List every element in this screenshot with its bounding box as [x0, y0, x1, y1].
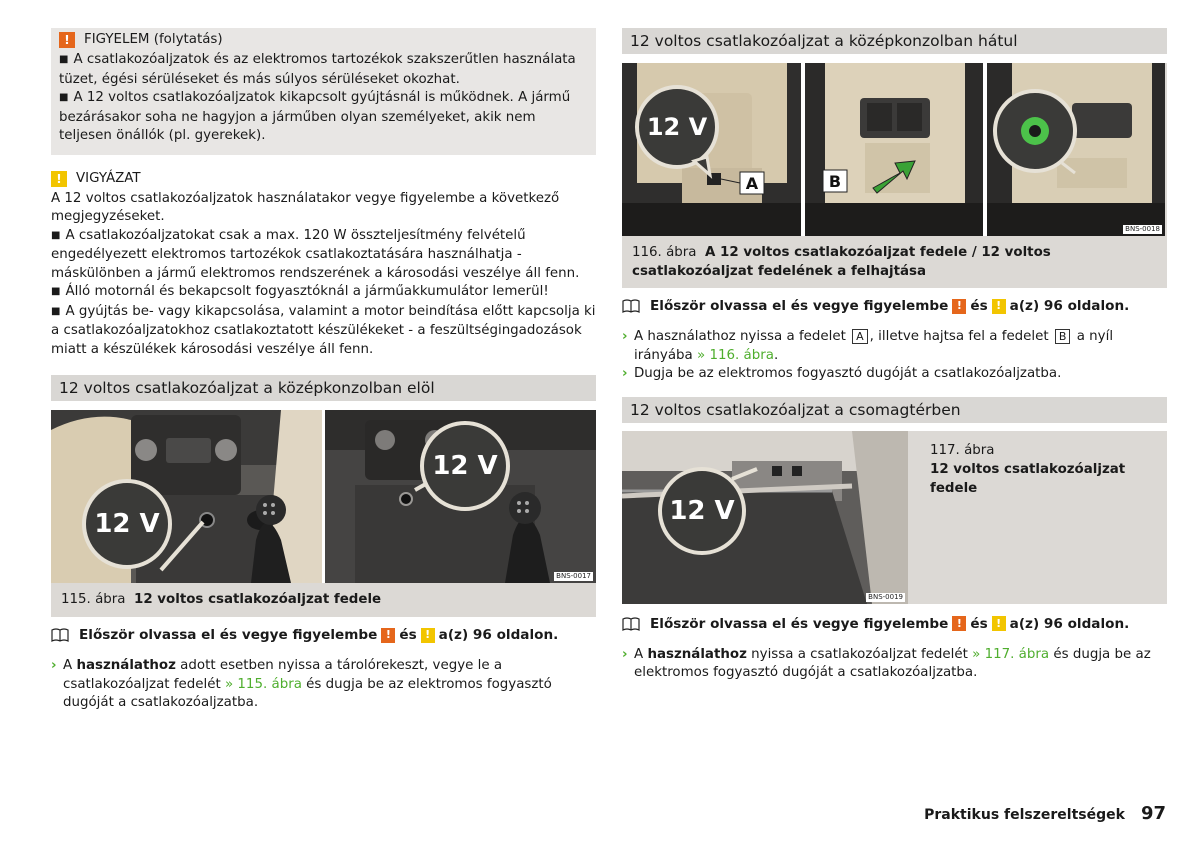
badge-12v: 12 V [94, 509, 160, 539]
image-code: BNS-0019 [868, 592, 903, 601]
chevron-right-icon: › [51, 658, 57, 673]
photo-front-console-2 [325, 410, 596, 583]
figure-115 [51, 410, 596, 617]
photo-rear-console-a [622, 63, 801, 236]
instruction-step: › A használathoz nyissa a csatlakozóaljzat fedelét » 117. ábra és dugja be az elektromos fogyasztó dugóját a csatlakozóaljzatba. [622, 646, 1151, 680]
caution-bullet: ■ Álló motornál és bekapcsolt fogyasztóknál a járműakkumulátor lemerül! [51, 284, 549, 299]
caution-bullet: ■ A csatlakozóaljzatokat csak a max. 120 W összteljesítmény felvételű engedélyezett elektromos tartozékok csatlakoztatására használhatja - máskülönben a jármű elektromos rendszerének a károsodási veszélye áll fenn. [51, 227, 580, 281]
read-first-note: Először olvassa el és vegye figyelembe ! és ! a(z) 96 oldalon. [622, 296, 1167, 316]
warning-bullet: ■ A 12 voltos csatlakozóaljzatok kikapcsolt gyújtásnál is működnek. A jármű bezárásakor soha ne hagyjon a járműben olyan személyeket, akik nem teljesen önállók (pl. gyerekek). [59, 90, 571, 143]
footer-section-title: Praktikus felszereltségek [924, 807, 1125, 823]
book-icon [622, 617, 640, 631]
caption-number: 115. ábra [61, 592, 126, 607]
figure-link[interactable]: » 116. ábra [697, 347, 774, 363]
caption-title: 12 voltos csatlakozóaljzat fedele [134, 592, 382, 607]
warning-icon: ! [952, 616, 966, 631]
image-code: BNS-0018 [1125, 225, 1160, 233]
read-first-note: Először olvassa el és vegye figyelembe ! és ! a(z) 96 oldalon. [622, 614, 1167, 634]
warning-icon: ! [952, 299, 966, 314]
callout-label-b: B [828, 172, 842, 191]
figure-caption [920, 441, 1180, 498]
warning-bullet: ■ A csatlakozóaljzatok és az elektromos tartozékok szakszerűtlen használata tüzet, égési sérüléseket és más súlyos sérüléseket okozhat. [59, 52, 576, 87]
warning-box [51, 28, 596, 155]
caption-number: 116. ábra [632, 245, 697, 260]
photo-front-console-1 [51, 410, 322, 583]
figure-link[interactable]: » 117. ábra [972, 646, 1050, 662]
chevron-right-icon: › [622, 329, 628, 344]
warning-title-text: FIGYELEM (folytatás) [84, 32, 223, 47]
caution-icon: ! [51, 171, 67, 187]
book-icon [51, 628, 69, 642]
book-icon [622, 299, 640, 313]
caption-title: 12 voltos csatlakozóaljzat fedele [930, 461, 1126, 496]
section-heading-front: 12 voltos csatlakozóaljzat a középkonzolban elöl [51, 375, 596, 401]
badge-12v: 12 V [669, 495, 735, 526]
caution-icon: ! [992, 299, 1006, 314]
figure-116 [622, 63, 1167, 288]
warning-title [59, 30, 588, 50]
figure-caption [622, 243, 1167, 281]
callout-box-b: B [1055, 329, 1071, 344]
page-number: 97 [1140, 803, 1166, 824]
instruction-step: › A használathoz nyissa a fedelet A , illetve hajtsa fel a fedelet B a nyíl irányába » 116. ábra. [622, 329, 1114, 363]
callout-box-a: A [852, 329, 868, 344]
instruction-step: › Dugja be az elektromos fogyasztó dugóját a csatlakozóaljzatba. [622, 365, 1167, 384]
caution-icon: ! [992, 616, 1006, 631]
chevron-right-icon: › [622, 646, 628, 662]
caption-title: A 12 voltos csatlakozóaljzat fedele / 12 voltos csatlakozóaljzat fedelének a felhajtása [632, 245, 1051, 279]
section-heading-rear: 12 voltos csatlakozóaljzat a középkonzolban hátul [622, 28, 1167, 54]
caption-number: 117. ábra [930, 442, 995, 458]
page-footer [924, 803, 1166, 824]
instruction-step: › A használathoz adott esetben nyissa a tárolórekeszt, vegye le a csatlakozóaljzat fedelét » 115. ábra és dugja be az elektromos fogyasztó dugóját a csatlakozóaljzatba. [51, 658, 552, 710]
figure-link[interactable]: » 115. ábra [224, 676, 302, 692]
photo-rear-console-open [987, 63, 1165, 236]
caution-section [51, 169, 596, 360]
caution-intro: A 12 voltos csatlakozóaljzatok használatakor vegye figyelembe a következő megjegyzéseket. [51, 190, 560, 224]
caution-bullet: ■ A gyújtás be- vagy kikapcsolása, valamint a motor beindítása előtt kapcsolja ki a csatlakozóaljzatokhoz csatlakoztatott készülékeket - a feszültségingadozások miatt a készülékek károsodási veszélye áll fenn. [51, 303, 596, 357]
chevron-right-icon: › [622, 366, 628, 381]
image-code: BNS-0017 [556, 572, 591, 580]
figure-117 [622, 431, 1167, 604]
callout-label-a: A [745, 174, 759, 193]
photo-trunk [622, 431, 908, 604]
section-heading-trunk: 12 voltos csatlakozóaljzat a csomagtérben [622, 397, 1167, 423]
right-column [622, 28, 1167, 683]
figure-caption [51, 590, 391, 609]
left-column [51, 28, 596, 713]
photo-rear-console-b [805, 63, 983, 236]
warning-icon: ! [381, 628, 395, 643]
caution-title-text: VIGYÁZAT [76, 170, 141, 186]
read-first-note: Először olvassa el és vegye figyelembe ! és ! a(z) 96 oldalon. [51, 625, 596, 645]
badge-12v: 12 V [646, 113, 708, 141]
badge-12v: 12 V [432, 451, 498, 481]
caution-icon: ! [421, 628, 435, 643]
warning-icon: ! [59, 32, 75, 48]
caution-title [51, 169, 596, 189]
